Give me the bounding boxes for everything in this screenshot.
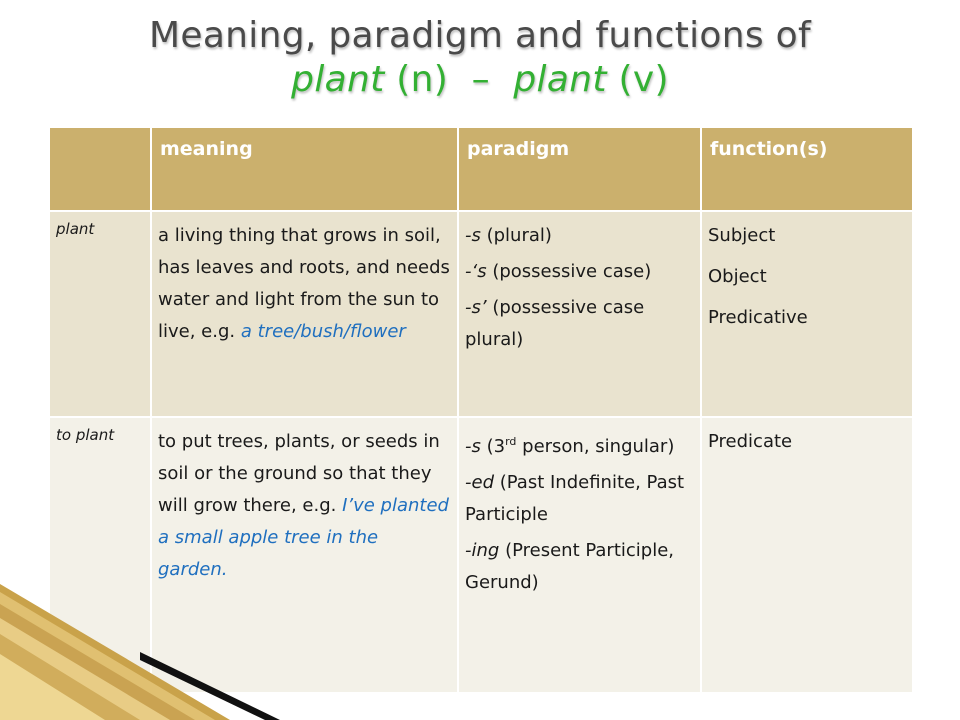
function-item: Predicate bbox=[708, 431, 793, 452]
functions-verb bbox=[701, 417, 913, 693]
table-header-row bbox=[49, 127, 913, 211]
meaning-verb: to put trees, plants, or seeds in soil or the ground so that they will grow there, e.g. I’ve planted a small apple tree in the garden. bbox=[151, 417, 458, 693]
paradigm-item: -‘s (possessive case) bbox=[465, 261, 652, 282]
header-functions: function(s) bbox=[701, 127, 913, 211]
title-pos-noun: (n) bbox=[396, 59, 449, 100]
paradigm-verb bbox=[458, 417, 701, 693]
meaning-noun-text: a living thing that grows in soil, has leaves and roots, and needs water and light from the sun to live, e.g. bbox=[158, 225, 450, 342]
lemma-noun: plant bbox=[49, 211, 151, 417]
title-word-verb: plant bbox=[513, 59, 607, 100]
paradigm-item: -ing (Present Participle, Gerund) bbox=[465, 540, 675, 593]
slide-title bbox=[0, 14, 960, 102]
function-item: Object bbox=[708, 266, 767, 287]
meaning-noun bbox=[151, 211, 458, 417]
title-pos-verb: (v) bbox=[618, 59, 669, 100]
corner-decoration bbox=[0, 584, 280, 720]
meaning-noun-example: a tree/bush/flower bbox=[240, 321, 406, 342]
meaning-verb-example: I’ve planted a small apple tree in the garden bbox=[158, 495, 449, 580]
meaning-verb-text: to put trees, plants, or seeds in soil or the ground so that they will grow there, e.g. bbox=[158, 431, 440, 516]
header-paradigm: paradigm bbox=[458, 127, 701, 211]
header-meaning: meaning bbox=[151, 127, 458, 211]
paradigm-item: -ed (Past Indefinite, Past Participle bbox=[465, 472, 685, 525]
table-row-noun bbox=[49, 211, 913, 417]
paradigm-item: -s’ (possessive case plural) bbox=[465, 297, 645, 350]
title-line-2 bbox=[0, 58, 960, 102]
title-line-1: Meaning, paradigm and functions of bbox=[149, 15, 811, 56]
header-empty bbox=[49, 127, 151, 211]
lemma-verb: to plant bbox=[49, 417, 151, 693]
paradigm-item: -s (3rd person, singular) bbox=[465, 435, 675, 457]
title-dash: – bbox=[471, 59, 490, 100]
paradigm-item: -s (plural) bbox=[465, 225, 552, 246]
function-item: Subject bbox=[708, 225, 776, 246]
function-item: Predicative bbox=[708, 307, 808, 328]
title-word-noun: plant bbox=[291, 59, 385, 100]
functions-noun bbox=[701, 211, 913, 417]
paradigm-noun bbox=[458, 211, 701, 417]
